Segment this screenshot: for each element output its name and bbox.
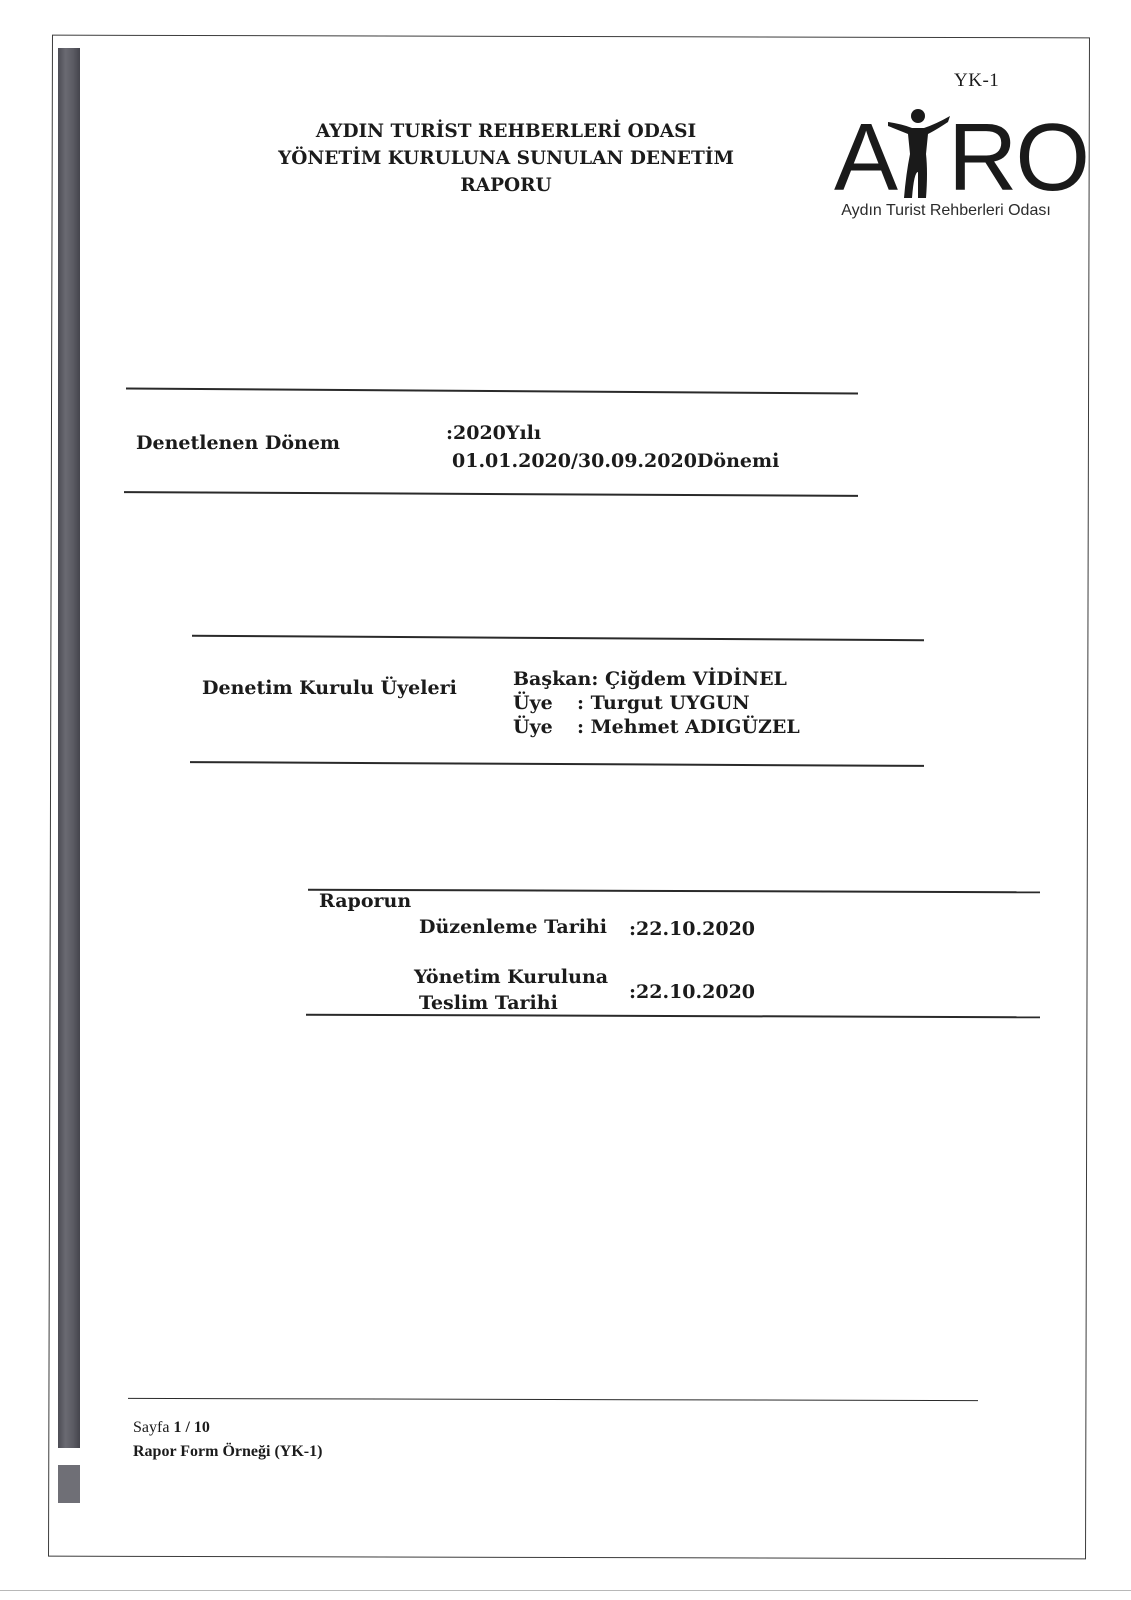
delivery-date-label-line-1: Yönetim Kuruluna (414, 966, 609, 988)
delivery-date-label-line-2: Teslim Tarihi (419, 992, 558, 1014)
logo-letter-a: A (834, 104, 897, 211)
issue-date-label: Düzenleme Tarihi (419, 916, 607, 938)
member-row (513, 692, 750, 714)
scan-edge-line (0, 1590, 1131, 1591)
delivery-date-value: :22.10.2020 (629, 981, 756, 1003)
period-label: Denetlenen Dönem (136, 432, 341, 454)
member-name: : Turgut UYGUN (577, 692, 750, 714)
side-binding-block (58, 1465, 80, 1503)
atro-logo (826, 104, 1088, 232)
document-code: YK-1 (954, 70, 1000, 91)
heading-line-1: AYDIN TURİST REHBERLERİ ODASI (315, 121, 697, 142)
member-role: Üye (513, 716, 553, 738)
page-prefix: Sayfa (133, 1419, 170, 1436)
member-role: Üye (513, 692, 553, 714)
member-role: Başkan: (513, 668, 599, 690)
page-number (133, 1419, 210, 1437)
dancing-figure-icon (884, 102, 954, 202)
member-row (513, 668, 787, 690)
page-border (48, 35, 1090, 1560)
period-value-line-1: :2020Yılı (446, 422, 542, 444)
board-label: Denetim Kurulu Üyeleri (202, 677, 457, 699)
page-separator: / (185, 1419, 190, 1436)
report-label: Raporun (319, 890, 412, 912)
document-heading (236, 118, 776, 199)
page-total: 10 (193, 1419, 210, 1436)
issue-date-value: :22.10.2020 (629, 918, 756, 940)
member-row (513, 716, 800, 738)
form-name: Rapor Form Örneği (YK-1) (133, 1443, 323, 1460)
logo-letters-ro: RO (948, 104, 1088, 211)
member-name: : Mehmet ADIGÜZEL (577, 716, 800, 738)
member-name: Çiğdem VİDİNEL (605, 668, 787, 690)
side-binding-strip (58, 48, 80, 1448)
logo-tagline: Aydın Turist Rehberleri Odası (841, 202, 1051, 219)
page-current: 1 (173, 1419, 182, 1436)
period-value-line-2: 01.01.2020/30.09.2020Dönemi (452, 450, 780, 472)
heading-line-2: YÖNETİM KURULUNA SUNULAN DENETİM RAPORU (278, 148, 734, 196)
